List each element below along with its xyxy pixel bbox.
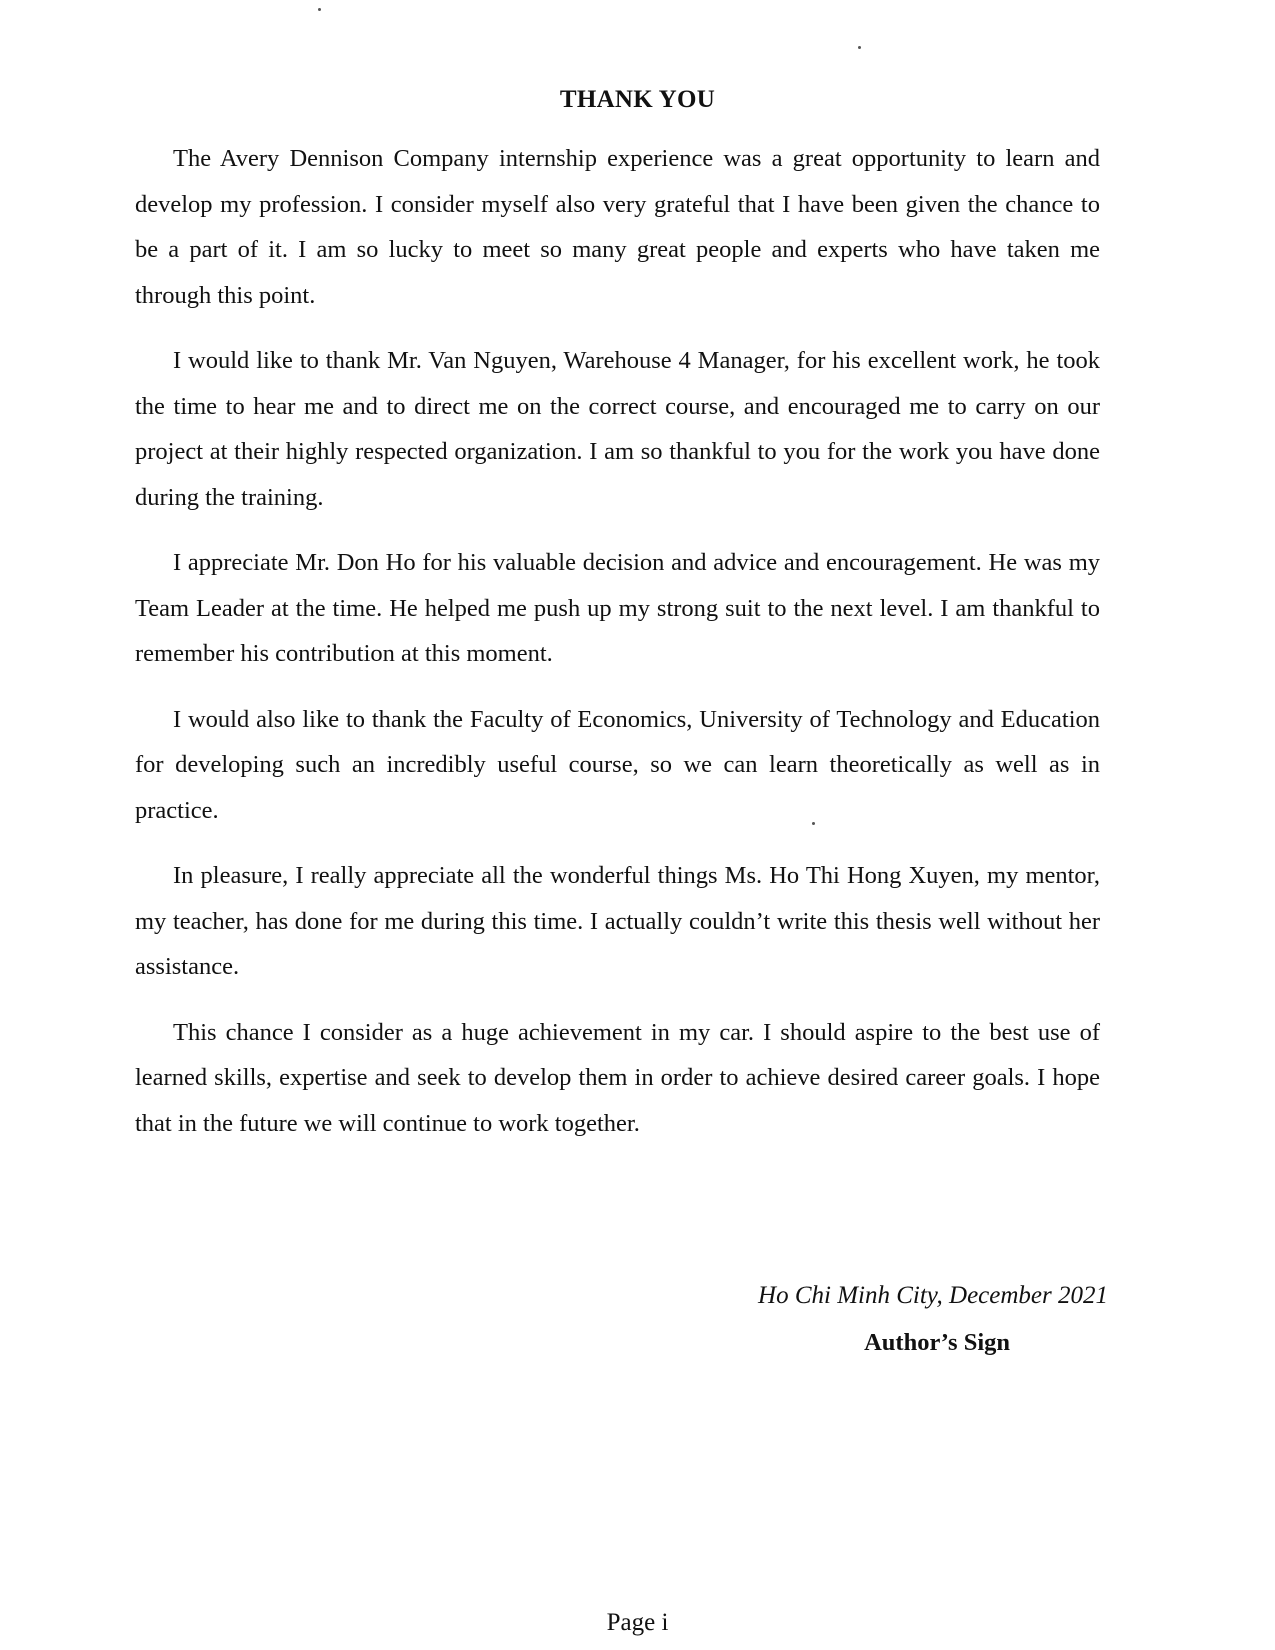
place-date: Ho Chi Minh City, December 2021	[758, 1282, 1108, 1309]
scan-speck	[318, 8, 321, 11]
paragraph: I would like to thank Mr. Van Nguyen, Warehouse 4 Manager, for his excellent work, he took the time to hear me and to direct me on the correct course, and encouraged me to carry on our project at their highly respected organization. I am so thankful to you for the work you have done during the training.	[135, 347, 1100, 511]
paragraph: This chance I consider as a huge achievement in my car. I should aspire to the best use of learned skills, expertise and seek to develop them in order to achieve desired career goals. I hope that in the future we will continue to work together.	[135, 1018, 1100, 1137]
paragraph: The Avery Dennison Company internship experience was a great opportunity to learn and develop my profession. I consider myself also very grateful that I have been given the chance to be a part of it. I am so lucky to meet so many great people and experts who have taken me through this point.	[135, 145, 1100, 309]
paragraph: I would also like to thank the Faculty of Economics, University of Technology and Education for developing such an incredibly useful course, so we can learn theoretically as well as in practice.	[135, 705, 1100, 824]
letter-body	[135, 136, 1100, 1166]
signature-label: Author’s Sign	[864, 1329, 1010, 1356]
scan-speck	[858, 46, 861, 49]
page-title: THANK YOU	[559, 86, 716, 113]
paragraph: I appreciate Mr. Don Ho for his valuable decision and advice and encouragement. He was my Team Leader at the time. He helped me push up my strong suit to the next level. I am thankful to remember his contribution at this moment.	[135, 549, 1100, 667]
page-number: Page i	[606, 1609, 669, 1636]
paragraph: In pleasure, I really appreciate all the wonderful things Ms. Ho Thi Hong Xuyen, my mentor, my teacher, has done for me during this time. I actually couldn’t write this thesis well without her assistance.	[135, 862, 1100, 980]
